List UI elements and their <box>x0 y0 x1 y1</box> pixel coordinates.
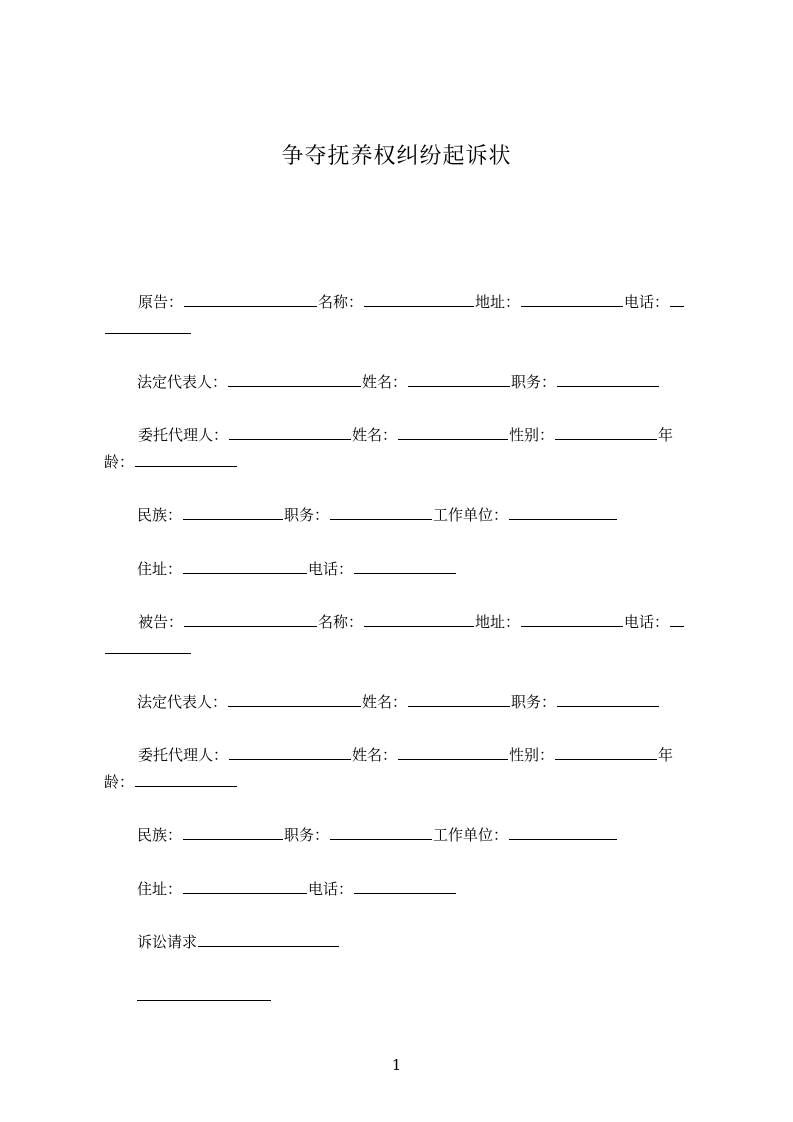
claims-continuation <box>136 985 272 1006</box>
defendant-blank[interactable] <box>184 611 317 627</box>
defendant-position-blank[interactable] <box>330 824 432 840</box>
plaintiff-residence-label: 住址： <box>137 560 183 578</box>
defendant-age-continuation <box>104 771 238 792</box>
defendant-residence-blank[interactable] <box>183 878 307 894</box>
plaintiff-position-label: 职务： <box>284 506 330 524</box>
plaintiff-name-label: 名称： <box>318 293 364 311</box>
plaintiff-ethnicity-line <box>137 504 618 525</box>
defendant-phone-label: 电话： <box>624 613 670 631</box>
plaintiff-ethnicity-blank[interactable] <box>183 504 283 520</box>
plaintiff-ethnicity-label: 民族： <box>137 506 183 524</box>
defendant-ethnicity-blank[interactable] <box>183 824 283 840</box>
defendant-workplace-label: 工作单位： <box>433 826 509 844</box>
claims-blank[interactable] <box>198 931 339 947</box>
plaintiff-legal-rep-position-label: 职务： <box>511 373 557 391</box>
defendant-agent-name-blank[interactable] <box>398 744 508 760</box>
plaintiff-age-continuation <box>104 451 238 472</box>
defendant-legal-rep-label: 法定代表人： <box>137 693 228 711</box>
plaintiff-phone-blank-part2[interactable] <box>105 318 191 334</box>
plaintiff-legal-rep-blank[interactable] <box>228 371 361 387</box>
defendant-phone-blank-part1[interactable] <box>670 611 684 627</box>
plaintiff-residence-phone-label: 电话： <box>308 560 354 578</box>
claims-line <box>137 931 340 952</box>
defendant-name-label: 名称： <box>318 613 364 631</box>
defendant-name-blank[interactable] <box>364 611 474 627</box>
plaintiff-blank[interactable] <box>184 291 317 307</box>
defendant-agent-label: 委托代理人： <box>138 746 229 764</box>
defendant-agent-name-label: 姓名： <box>352 746 398 764</box>
plaintiff-agent-name-blank[interactable] <box>398 424 508 440</box>
defendant-position-label: 职务： <box>284 826 330 844</box>
defendant-ethnicity-label: 民族： <box>137 826 183 844</box>
claims-label: 诉讼请求 <box>137 933 198 951</box>
plaintiff-agent-blank[interactable] <box>229 424 351 440</box>
defendant-workplace-blank[interactable] <box>509 824 617 840</box>
plaintiff-agent-gender-label: 性别： <box>509 426 555 444</box>
defendant-ethnicity-line <box>137 824 618 845</box>
plaintiff-legal-rep-line <box>137 371 660 392</box>
defendant-residence-phone-blank[interactable] <box>354 878 456 894</box>
defendant-legal-rep-blank[interactable] <box>228 691 361 707</box>
plaintiff-agent-label: 委托代理人： <box>138 426 229 444</box>
defendant-agent-age-label-part2: 龄： <box>104 773 135 791</box>
page-title: 争夺抚养权纠纷起诉状 <box>281 144 512 169</box>
defendant-legal-rep-position-label: 职务： <box>511 693 557 711</box>
plaintiff-label: 原告： <box>138 293 184 311</box>
defendant-address-label: 地址： <box>475 613 521 631</box>
defendant-agent-age-label-part1: 年 <box>658 746 674 764</box>
defendant-legal-rep-name-blank[interactable] <box>408 691 510 707</box>
defendant-phone-blank-part2[interactable] <box>105 638 191 654</box>
defendant-agent-age-blank[interactable] <box>135 771 237 787</box>
defendant-agent-gender-blank[interactable] <box>555 744 657 760</box>
plaintiff-phone-label: 电话： <box>624 293 670 311</box>
defendant-residence-phone-label: 电话： <box>308 880 354 898</box>
defendant-phone-continuation <box>104 638 192 659</box>
plaintiff-line <box>138 291 685 312</box>
plaintiff-legal-rep-name-blank[interactable] <box>408 371 510 387</box>
plaintiff-agent-line <box>138 424 673 445</box>
plaintiff-agent-gender-blank[interactable] <box>555 424 657 440</box>
defendant-legal-rep-name-label: 姓名： <box>362 693 408 711</box>
plaintiff-address-blank[interactable] <box>521 291 623 307</box>
defendant-address-blank[interactable] <box>521 611 623 627</box>
plaintiff-legal-rep-name-label: 姓名： <box>362 373 408 391</box>
defendant-line <box>138 611 685 632</box>
defendant-residence-label: 住址： <box>137 880 183 898</box>
plaintiff-residence-phone-blank[interactable] <box>354 558 456 574</box>
plaintiff-agent-name-label: 姓名： <box>352 426 398 444</box>
claims-blank-2[interactable] <box>137 985 271 1001</box>
plaintiff-legal-rep-position-blank[interactable] <box>557 371 659 387</box>
plaintiff-legal-rep-label: 法定代表人： <box>137 373 228 391</box>
defendant-agent-line <box>138 744 673 765</box>
plaintiff-phone-blank-part1[interactable] <box>670 291 684 307</box>
defendant-label: 被告： <box>138 613 184 631</box>
plaintiff-workplace-blank[interactable] <box>509 504 617 520</box>
defendant-legal-rep-position-blank[interactable] <box>557 691 659 707</box>
page-number: 1 <box>391 1056 402 1074</box>
plaintiff-position-blank[interactable] <box>330 504 432 520</box>
plaintiff-residence-line <box>137 558 457 579</box>
plaintiff-workplace-label: 工作单位： <box>433 506 509 524</box>
plaintiff-agent-age-label-part1: 年 <box>658 426 674 444</box>
defendant-legal-rep-line <box>137 691 660 712</box>
plaintiff-agent-age-label-part2: 龄： <box>104 453 135 471</box>
plaintiff-address-label: 地址： <box>475 293 521 311</box>
plaintiff-phone-continuation <box>104 318 192 339</box>
defendant-agent-gender-label: 性别： <box>509 746 555 764</box>
defendant-agent-blank[interactable] <box>229 744 351 760</box>
defendant-residence-line <box>137 878 457 899</box>
plaintiff-name-blank[interactable] <box>364 291 474 307</box>
plaintiff-agent-age-blank[interactable] <box>135 451 237 467</box>
plaintiff-residence-blank[interactable] <box>183 558 307 574</box>
